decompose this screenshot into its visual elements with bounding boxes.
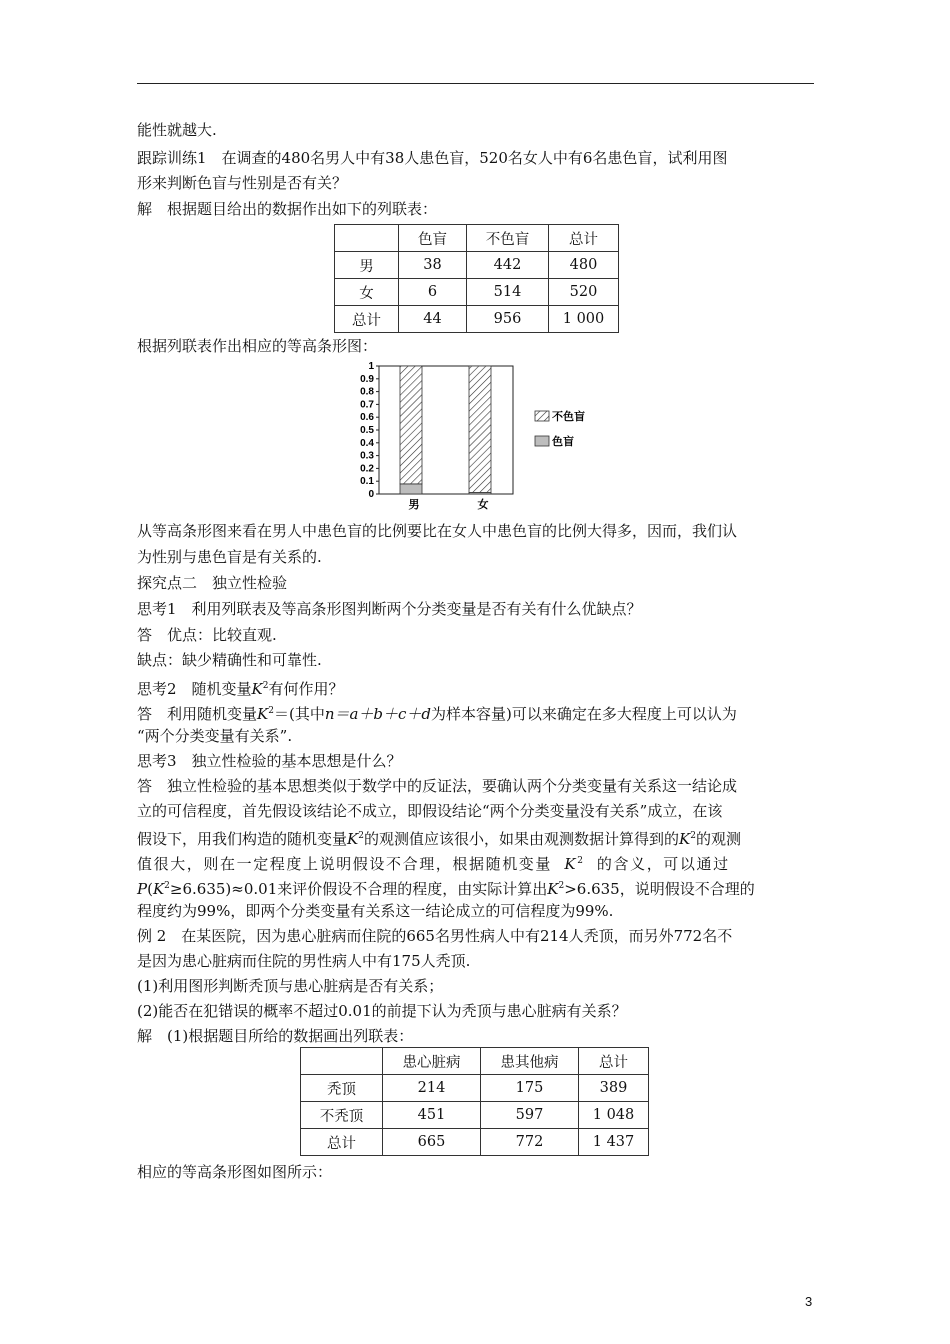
text-line: 是因为患心脏病而住院的男性病人中有175人秃顶. <box>137 952 471 970</box>
y-tick-label: 0.2 <box>360 463 374 475</box>
y-tick-label: 0.3 <box>360 450 374 462</box>
stacked-bar-chart <box>345 358 605 518</box>
text-line: (1)利用图形判断秃顶与患心脏病是否有关系； <box>137 977 444 995</box>
bar-not-colorblind <box>400 366 422 484</box>
table-cell: 不色盲 <box>467 225 549 252</box>
table-row <box>335 279 619 306</box>
text-line: 值很大，则在一定程度上说明假设不合理，根据随机变量 $K^2$ 的含义，可以通过 <box>137 855 730 873</box>
text-line: 立的可信程度，首先假设该结论不成立，即假设结论“两个分类变量没有关系”成立，在该 <box>137 802 723 820</box>
page-number: 3 <box>805 1294 813 1309</box>
table-cell: 患心脏病 <box>383 1048 481 1075</box>
y-tick-label: 0 <box>368 489 374 500</box>
y-tick-label: 0.1 <box>360 476 374 488</box>
table-cell: 1 000 <box>549 306 619 333</box>
legend-swatch-not-colorblind <box>535 411 549 421</box>
y-tick-label: 1 <box>368 361 374 372</box>
table-row <box>301 1102 649 1129</box>
table-cell: 6 <box>399 279 467 306</box>
text-line: 形来判断色盲与性别是否有关？ <box>137 174 348 192</box>
text-line: 答 独立性检验的基本思想类似于数学中的反证法，要确认两个分类变量有关系这一结论成 <box>137 777 738 795</box>
legend-swatch-colorblind <box>535 436 549 446</box>
text-line: 例 2 在某医院，因为患心脏病而住院的665名男性病人中有214人秃顶，而另外772名不 <box>137 927 733 945</box>
table-cell: 480 <box>549 252 619 279</box>
table-cell: 214 <box>383 1075 481 1102</box>
table-cell: 514 <box>467 279 549 306</box>
text-line: 程度约为99%，即两个分类变量有关系这一结论成立的可信程度为99%. <box>137 902 614 920</box>
table-row <box>335 306 619 333</box>
y-tick-label: 0.5 <box>360 425 374 436</box>
x-tick-label: 女 <box>477 498 489 511</box>
contingency-table-colorblind <box>334 224 619 333</box>
text-line: (2)能否在犯错误的概率不超过0.01的前提下认为秃顶与患心脏病有关系？ <box>137 1002 627 1020</box>
legend-label: 不色盲 <box>552 410 585 423</box>
text-line: 为性别与患色盲是有关系的. <box>137 548 322 566</box>
table-cell: 451 <box>383 1102 481 1129</box>
y-tick-label: 0.9 <box>360 373 374 385</box>
text-line: 假设下，用我们构造的随机变量$K^2$的观测值应该很小，如果由观测数据计算得到的$K^2$的观测 <box>137 830 741 848</box>
y-tick-label: 0.6 <box>360 412 374 424</box>
table-cell: 772 <box>481 1129 579 1156</box>
table-cell: 956 <box>467 306 549 333</box>
text-line: 解 (1)根据题目所给的数据画出列联表： <box>137 1027 414 1045</box>
y-tick-label: 0.4 <box>360 437 374 449</box>
text-line: 相应的等高条形图如图所示： <box>137 1163 333 1181</box>
y-tick-label: 0.7 <box>360 399 374 411</box>
text-line: $P(K^2\ge 6.635)\approx 0.01$来评价假设不合理的程度，由实际计算出$K^2>6.635$，说明假设不合理的 <box>137 880 755 898</box>
text-line: 思考1 利用列联表及等高条形图判断两个分类变量是否有关有什么优缺点？ <box>137 600 642 618</box>
table-cell: 色盲 <box>399 225 467 252</box>
bar-colorblind <box>400 484 422 494</box>
table-row <box>301 1129 649 1156</box>
table-cell: 175 <box>481 1075 579 1102</box>
x-tick-label: 男 <box>408 498 420 511</box>
text-line: 能性就越大. <box>137 121 217 139</box>
header-rule <box>137 83 814 84</box>
table-row <box>301 1075 649 1102</box>
table-cell: 不秃顶 <box>301 1102 383 1129</box>
table-cell: 1 437 <box>579 1129 649 1156</box>
table-row <box>335 252 619 279</box>
contingency-table-baldness <box>300 1047 649 1156</box>
section-heading: 探究点二 独立性检验 <box>137 574 288 592</box>
table-cell: 秃顶 <box>301 1075 383 1102</box>
text-line: 思考2 随机变量$K^2$有何作用？ <box>137 680 344 698</box>
text-line: 答 优点：比较直观. <box>137 626 277 644</box>
table-cell: 389 <box>579 1075 649 1102</box>
text-line: 从等高条形图来看在男人中患色盲的比例要比在女人中患色盲的比例大得多，因而，我们认 <box>137 522 738 540</box>
table-cell: 44 <box>399 306 467 333</box>
table-cell: 1 048 <box>579 1102 649 1129</box>
text-line: 解 根据题目给出的数据作出如下的列联表： <box>137 200 438 218</box>
table-cell: 442 <box>467 252 549 279</box>
table-cell: 女 <box>335 279 399 306</box>
text-line: 跟踪训练1 在调查的480名男人中有38人患色盲，520名女人中有6名患色盲，试利用图 <box>137 149 728 167</box>
table-cell: 597 <box>481 1102 579 1129</box>
legend-label: 色盲 <box>552 435 574 448</box>
table-cell: 总计 <box>579 1048 649 1075</box>
table-cell <box>301 1048 383 1075</box>
table-cell: 总计 <box>301 1129 383 1156</box>
text-line: 答 利用随机变量$K^2=$(其中n＝a＋b＋c＋d为样本容量)可以来确定在多大程度上可以认为 <box>137 705 737 723</box>
table-cell: 患其他病 <box>481 1048 579 1075</box>
table-header-row <box>301 1048 649 1075</box>
bar-not-colorblind <box>469 366 491 492</box>
table-header-row <box>335 225 619 252</box>
y-tick-label: 0.8 <box>360 386 374 398</box>
table-cell: 665 <box>383 1129 481 1156</box>
table-cell: 总计 <box>549 225 619 252</box>
table-cell: 总计 <box>335 306 399 333</box>
table-cell: 38 <box>399 252 467 279</box>
plot-frame <box>379 366 513 494</box>
text-line: “两个分类变量有关系”. <box>137 727 293 745</box>
text-line: 思考3 独立性检验的基本思想是什么？ <box>137 752 402 770</box>
table-cell <box>335 225 399 252</box>
table-cell: 男 <box>335 252 399 279</box>
text-line: 根据列联表作出相应的等高条形图： <box>137 337 378 355</box>
text-line: 缺点：缺少精确性和可靠性. <box>137 651 322 669</box>
table-cell: 520 <box>549 279 619 306</box>
